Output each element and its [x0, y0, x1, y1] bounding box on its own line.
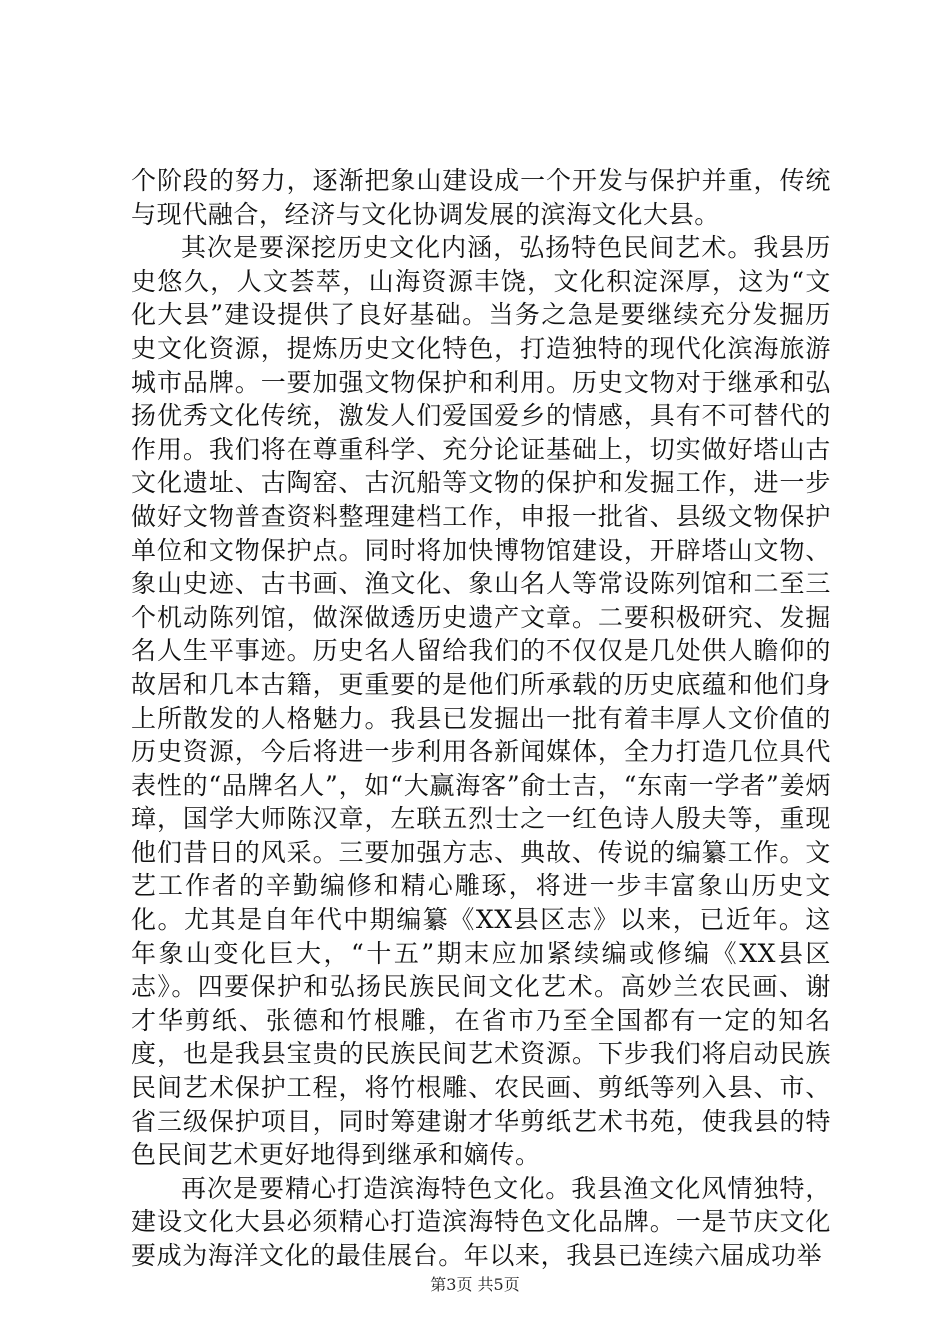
paragraph-continuation: 个阶段的努力，逐渐把象山建设成一个开发与保护并重，传统与现代融合，经济与文化协调发展的滨海文化大县。 [131, 166, 831, 229]
page-number-footer: 第3页 共5页 [430, 1275, 520, 1294]
document-body [131, 164, 831, 1273]
paragraph-coastal-culture: 再次是要精心打造滨海特色文化。我县渔文化风情独特，建设文化大县必须精心打造滨海特色文化品牌。一是节庆文化要成为海洋文化的最佳展台。年以来，我县已连续六届成功举 [131, 1173, 831, 1270]
paragraph-history-culture: 其次是要深挖历史文化内涵，弘扬特色民间艺术。我县历史悠久，人文荟萃，山海资源丰饶，文化积淀深厚，这为“文化大县”建设提供了良好基础。当务之急是要继续充分发掘历史文化资源，提炼历史文化特色，打造独特的现代化滨海旅游城市品牌。一要加强文物保护和利用。历史文物对于继承和弘扬优秀文化传统，激发人们爱国爱乡的情感，具有不可替代的作用。我们将在尊重科学、充分论证基础上，切实做好塔山古文化遗址、古陶窑、古沉船等文物的保护和发掘工作，进一步做好文物普查资料整理建档工作，申报一批省、县级文物保护单位和文物保护点。同时将加快博物馆建设，开辟塔山文物、象山史迹、古书画、渔文化、象山名人等常设陈列馆和二至三个机动陈列馆，做深做透历史遗产文章。二要积极研究、发掘名人生平事迹。历史名人留给我们的不仅仅是几处供人瞻仰的故居和几本古籍，更重要的是他们所承载的历史底蕴和他们身上所散发的人格魅力。我县已发掘出一批有着丰厚人文价值的历史资源，今后将进一步利用各新闻媒体，全力打造几位具代表性的“品牌名人”，如“大赢海客”俞士吉，“东南一学者”姜炳璋，国学大师陈汉章，左联五烈士之一红色诗人殷夫等，重现他们昔日的风采。三要加强方志、典故、传说的编纂工作。文艺工作者的辛勤编修和精心雕琢，将进一步丰富象山历史文化。尤其是自年代中期编纂《XX县区志》以来，已近年。这年象山变化巨大，“十五”期末应加紧续编或修编《XX县区志》。四要保护和弘扬民族民间文化艺术。高妙兰农民画、谢才华剪纸、张德和竹根雕，在省市乃至全国都有一定的知名度，也是我县宝贵的民族民间艺术资源。下步我们将启动民族民间艺术保护工程，将竹根雕、农民画、剪纸等列入县、市、省三级保护项目，同时筹建谢才华剪纸艺术书苑，使我县的特色民间艺术更好地得到继承和嫡传。 [131, 233, 831, 1170]
